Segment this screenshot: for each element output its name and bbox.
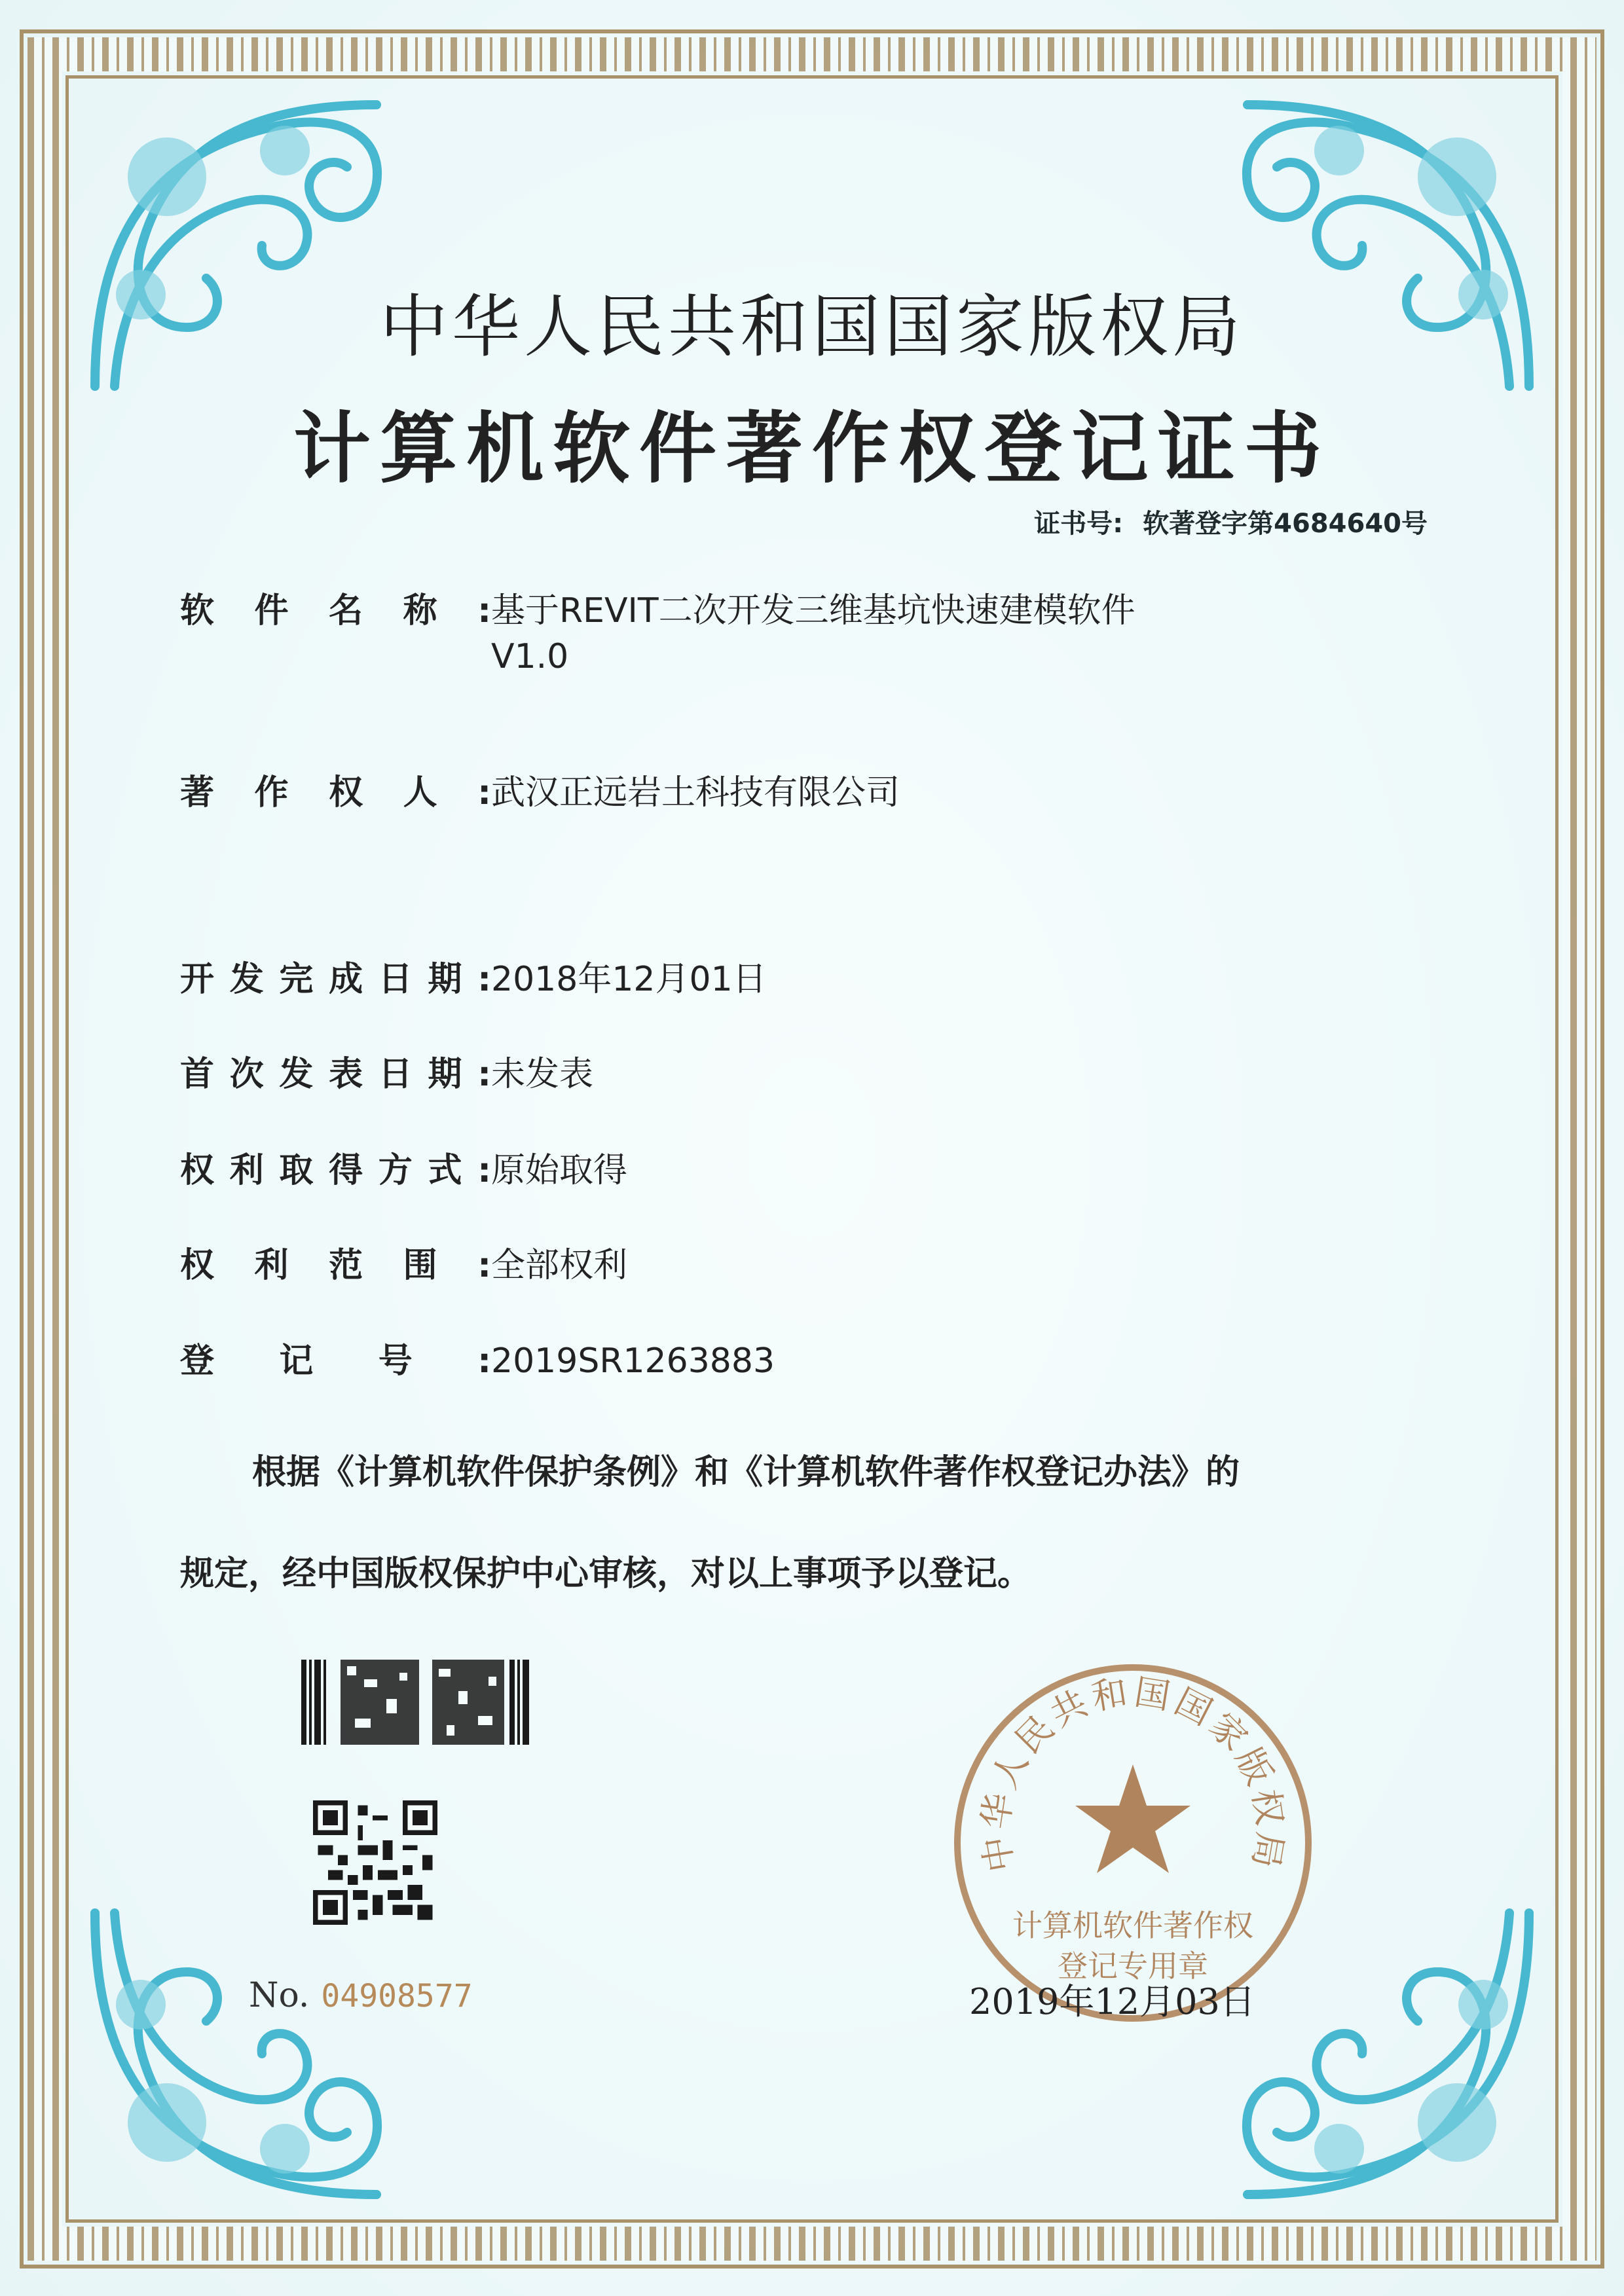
- field-label: 软件名称:: [180, 591, 491, 630]
- certificate-number: [1034, 503, 1428, 540]
- field-value: [491, 583, 1473, 685]
- field-rights-scope: [180, 1237, 628, 1294]
- field-label: 开发完成日期:: [180, 960, 491, 999]
- field-value: 2018年12月01日: [491, 960, 767, 999]
- field-label: 首次发表日期:: [180, 1055, 491, 1094]
- star-icon: [1075, 1764, 1190, 1873]
- seal-line1: 计算机软件著作权: [1012, 1908, 1253, 1943]
- certificate-number-value: 软著登字第4684640号: [1143, 509, 1428, 539]
- software-name-line2: V1.0: [491, 637, 569, 676]
- field-first-publication-date: [180, 1046, 594, 1102]
- issuer-title: 中华人民共和国国家版权局: [379, 287, 1244, 367]
- field-value: 原始取得: [491, 1151, 628, 1190]
- field-copyright-owner: [180, 765, 900, 821]
- issue-date: 2019年12月03日: [969, 1981, 1255, 2022]
- field-value: 全部权利: [491, 1246, 628, 1285]
- seal-ring-text: 中华人民共和国国家版权局: [974, 1671, 1291, 1875]
- field-value: 武汉正远岩土科技有限公司: [491, 773, 900, 812]
- field-label: 权利取得方式:: [180, 1151, 491, 1190]
- field-acquisition-method: [180, 1142, 628, 1199]
- legal-clause-line2: 规定，经中国版权保护中心审核，对以上事项予以登记。: [180, 1554, 1032, 1594]
- field-development-date: [180, 951, 767, 1008]
- corner-scroll-ornament-icon: [69, 1880, 409, 2221]
- legal-clause-line1: 根据《计算机软件保护条例》和《计算机软件著作权登记办法》的: [252, 1453, 1240, 1492]
- field-label: 著作权人:: [180, 773, 491, 812]
- legal-clause: [180, 1422, 1457, 1625]
- field-software-name: [180, 583, 1135, 676]
- qr-code-icon: [313, 1800, 437, 1925]
- field-value: 2019SR1263883: [491, 1341, 775, 1381]
- certificate-number-label: 证书号:: [1034, 509, 1124, 539]
- serial-value: 04908577: [321, 1978, 473, 2014]
- seal-line2: 登记专用章: [1058, 1948, 1208, 1984]
- field-label: 权利范围:: [180, 1246, 491, 1285]
- field-label: 登记号:: [180, 1341, 491, 1381]
- certificate-title: 计算机软件著作权登记证书: [293, 403, 1331, 494]
- software-name-line1: 基于REVIT二次开发三维基坑快速建模软件: [491, 591, 1135, 630]
- serial-number: [249, 1976, 473, 2015]
- serial-prefix: No.: [249, 1976, 310, 2015]
- field-registration-number: [180, 1333, 775, 1389]
- field-value: 未发表: [491, 1055, 594, 1094]
- barcode-icon: [301, 1660, 530, 1745]
